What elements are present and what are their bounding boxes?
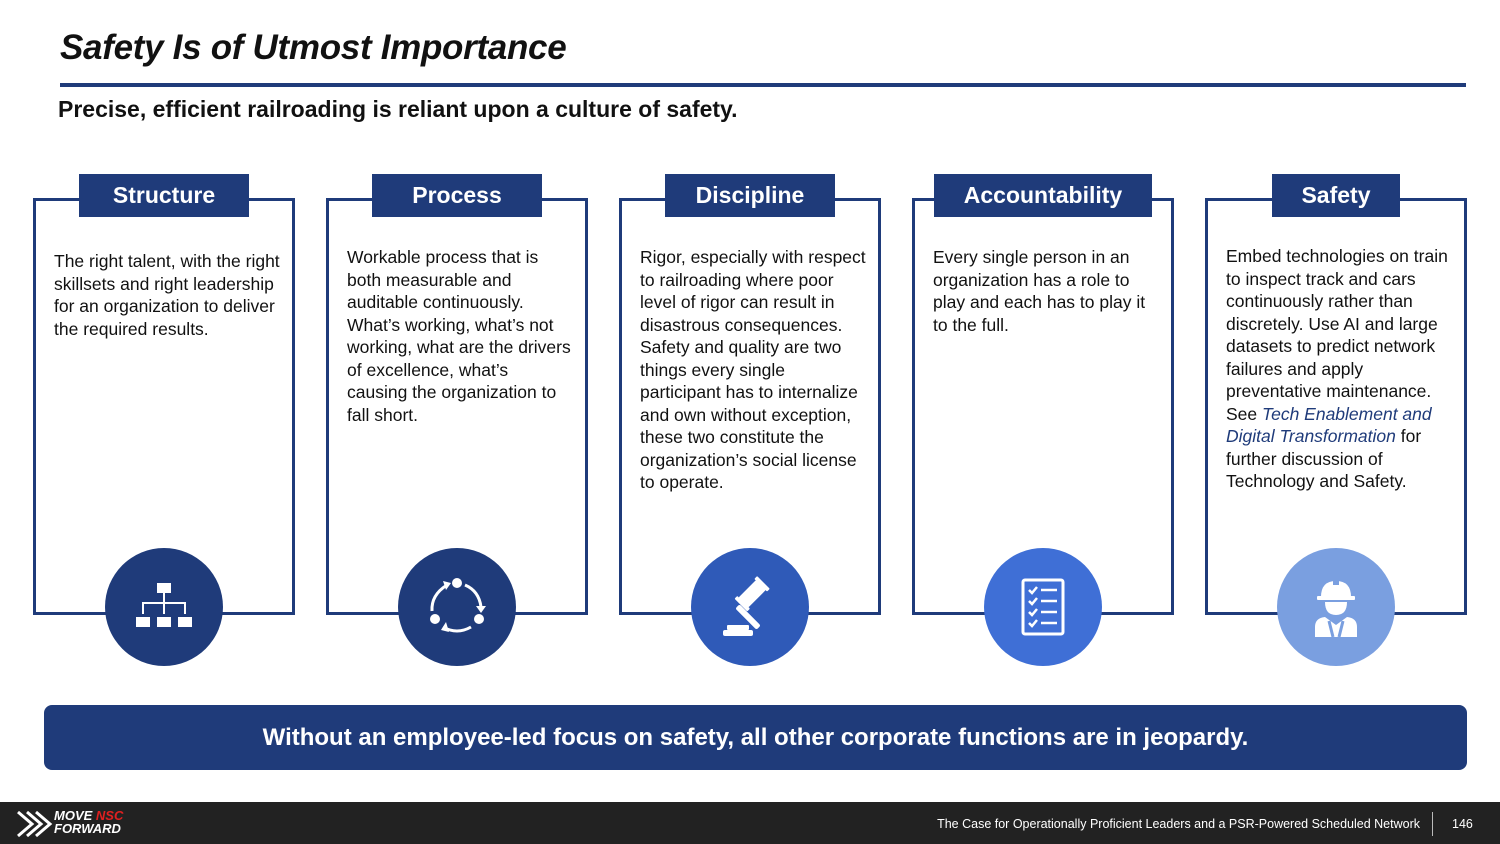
logo-wordmark — [54, 809, 123, 835]
card-discipline-body: Rigor, especially with respect to railroading where poor level of rigor can result in disastrous consequences. Safety and quality are two things every single participant has to internalize and own without exception, these two constitute the organization’s social license to operate. — [640, 247, 866, 492]
card-safety-body-end: for further discussion of Technology and Safety. — [1226, 426, 1422, 491]
card-structure-label: Structure — [79, 174, 249, 217]
card-safety-body — [1226, 245, 1452, 493]
logo-move: MOVE — [54, 808, 93, 823]
card-safety-label: Safety — [1272, 174, 1400, 217]
card-accountability-label: Accountability — [934, 174, 1152, 217]
card-accountability-body: Every single person in an organization has a role to play and each has to play it to the full. — [933, 247, 1146, 335]
title-divider — [60, 83, 1466, 87]
card-process-body: Workable process that is both measurable and auditable continuously. What’s working, what’s not working, what are the drivers of excellence, what’s causing the organization to fall short. — [347, 247, 571, 425]
conclusion-banner: Without an employee-led focus on safety, all other corporate functions are in jeopardy. — [44, 705, 1467, 770]
page-title: Safety Is of Utmost Importance — [60, 28, 567, 67]
footer — [0, 802, 1500, 844]
footer-caption: The Case for Operationally Proficient Leaders and a PSR-Powered Scheduled Network — [937, 817, 1420, 831]
gavel-icon — [691, 548, 809, 666]
logo-nsc: NSC — [95, 808, 124, 823]
card-process-label: Process — [372, 174, 542, 217]
card-safety-body-start: Embed technologies on train to inspect track and cars continuously rather than discretely. Use AI and large datasets to predict network failures and apply preventative maintenance. See — [1226, 246, 1448, 424]
page-subtitle: Precise, efficient railroading is reliant upon a culture of safety. — [58, 96, 738, 122]
checklist-icon — [984, 548, 1102, 666]
card-discipline-label: Discipline — [665, 174, 835, 217]
worker-hardhat-icon — [1277, 548, 1395, 666]
logo-forward: FORWARD — [54, 821, 121, 836]
org-chart-icon — [105, 548, 223, 666]
page-number: 146 — [1452, 817, 1473, 831]
tech-enablement-link[interactable]: Tech Enablement and Digital Transformation — [1226, 403, 1432, 446]
footer-divider — [1432, 812, 1433, 836]
card-structure-body: The right talent, with the right skillsets and right leadership for an organization to deliver the required results. — [54, 251, 280, 339]
cycle-arrows-icon — [398, 548, 516, 666]
